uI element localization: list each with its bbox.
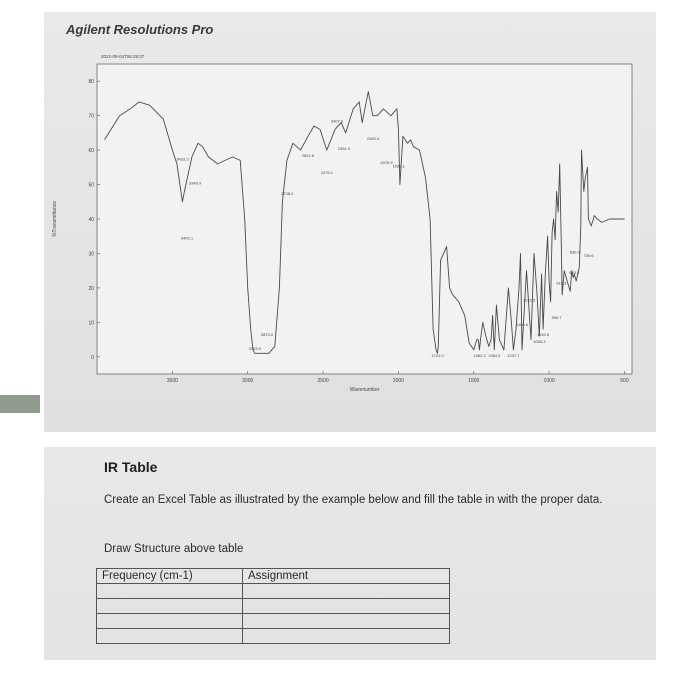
peak-label: 2601.6 xyxy=(301,153,314,158)
x-tick-label: 3500 xyxy=(166,378,178,384)
ir-spectrum-chart xyxy=(44,12,656,432)
thumbnail-strip xyxy=(0,395,40,413)
header-frequency: Frequency (cm-1) xyxy=(97,569,243,584)
peak-label: 1998.1 xyxy=(392,163,405,169)
peak-label: 3403.1 xyxy=(180,235,194,241)
peak-label: 1364.4 xyxy=(488,352,501,358)
table-cell xyxy=(97,614,243,629)
table-cell xyxy=(97,584,243,599)
spectrum-printout xyxy=(44,12,656,432)
ir-table-title: IR Table xyxy=(104,459,158,475)
x-tick-label: 500 xyxy=(620,378,629,384)
peak-label: 2475.1 xyxy=(320,170,333,176)
peak-label: 833.3 xyxy=(569,270,580,276)
table-cell xyxy=(243,614,450,629)
peak-label: 1180.6 xyxy=(516,321,528,327)
table-cell xyxy=(243,629,450,644)
y-tick-label: 20 xyxy=(88,285,94,292)
peak-label: 1741.0 xyxy=(431,352,444,358)
y-tick-label: 70 xyxy=(88,113,94,120)
peak-label: 1132.5 xyxy=(523,297,536,303)
table-row xyxy=(97,599,450,614)
table-cell xyxy=(97,599,243,614)
peak-label: 739.6 xyxy=(583,252,594,258)
table-cell xyxy=(243,584,450,599)
x-tick-label: 2000 xyxy=(392,378,404,384)
table-row xyxy=(97,614,450,629)
y-tick-label: 80 xyxy=(88,79,94,86)
ir-table xyxy=(96,568,450,644)
table-cell xyxy=(243,599,450,614)
peak-label: 1237.7 xyxy=(507,352,520,358)
table-row xyxy=(97,629,450,644)
x-tick-label: 1500 xyxy=(468,378,480,384)
peak-label: 2953.9 xyxy=(248,345,261,351)
header-assignment: Assignment xyxy=(243,569,450,584)
y-tick-label: 0 xyxy=(91,354,94,361)
peak-label: 2361.9 xyxy=(337,146,351,152)
peak-label: 2738.2 xyxy=(281,190,294,196)
y-tick-label: 30 xyxy=(88,251,94,258)
x-tick-label: 3000 xyxy=(242,378,254,384)
table-row xyxy=(97,584,450,599)
draw-structure-text: Draw Structure above table xyxy=(104,543,244,555)
y-tick-label: 60 xyxy=(88,148,94,155)
app-title: Agilent Resolutions Pro xyxy=(66,22,214,37)
peak-label: 950.7 xyxy=(551,314,562,320)
y-tick-label: 10 xyxy=(88,320,94,327)
peak-label: 919.3 xyxy=(556,280,567,286)
table-header-row xyxy=(97,569,450,584)
peak-label: 2169.4 xyxy=(366,135,380,141)
x-tick-label: 1000 xyxy=(543,378,555,384)
peak-label: 2079.9 xyxy=(380,159,393,165)
timestamp-label: 2022-09-04T06:29:37 xyxy=(101,54,145,59)
peak-label: 3433.3 xyxy=(176,156,189,162)
peak-label: 2407.9 xyxy=(330,118,344,124)
y-tick-label: 50 xyxy=(88,182,94,189)
x-axis-label: Wavenumber xyxy=(349,387,380,393)
table-cell xyxy=(97,629,243,644)
peak-label: 1462.3 xyxy=(473,352,486,358)
instructions-text: Create an Excel Table as illustrated by the example below and fill the table in with the proper data. xyxy=(104,494,603,506)
peak-label: 3349.9 xyxy=(188,180,202,186)
peak-label: 830.0 xyxy=(569,249,580,255)
x-tick-label: 2500 xyxy=(317,378,329,384)
peak-label: 1040.6 xyxy=(536,332,550,338)
y-axis-label: %Transmittance xyxy=(52,201,58,237)
peak-label: 2873.0 xyxy=(260,332,273,338)
peak-label: 1065.3 xyxy=(533,339,546,344)
y-tick-label: 40 xyxy=(88,217,94,223)
ir-table-printout xyxy=(44,447,656,660)
